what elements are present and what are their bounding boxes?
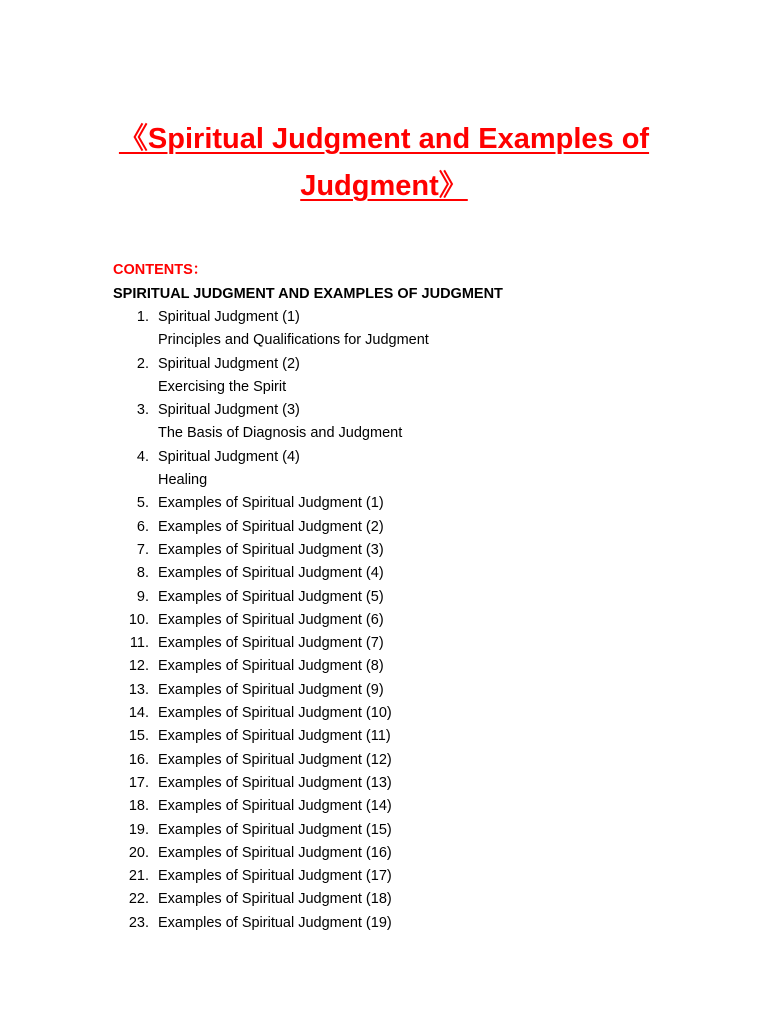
contents-label: CONTENTS： [113, 262, 208, 278]
toc-item-number: 12. [128, 658, 149, 675]
toc-item [0, 842, 768, 865]
toc-item [0, 306, 768, 353]
toc-item-number: 21. [128, 868, 149, 885]
toc-item [0, 865, 768, 888]
toc-item [0, 446, 768, 493]
toc-item-title: Examples of Spiritual Judgment (4) [158, 565, 384, 582]
document-title: 《Spiritual Judgment and Examples of Judgment》 [118, 123, 650, 202]
toc-item-title: Examples of Spiritual Judgment (15) [158, 821, 392, 838]
toc-item [0, 609, 768, 632]
toc-item [0, 516, 768, 539]
toc-item-number: 11. [129, 635, 149, 652]
toc-item-number: 22. [128, 891, 149, 908]
toc-item-title: Examples of Spiritual Judgment (11) [158, 728, 391, 745]
toc-item-number: 9. [136, 588, 149, 605]
toc-item-number: 13. [128, 681, 149, 698]
toc-item-number: 4. [136, 448, 149, 465]
toc-item-number: 14. [128, 705, 149, 722]
toc-item-title: Examples of Spiritual Judgment (16) [158, 844, 392, 861]
toc-item-title: Examples of Spiritual Judgment (2) [158, 518, 384, 535]
toc-item [0, 539, 768, 562]
toc-item-number: 3. [136, 402, 149, 419]
toc-item-number: 16. [128, 751, 149, 768]
toc-item-title: Examples of Spiritual Judgment (18) [158, 891, 392, 908]
toc-item-title: Examples of Spiritual Judgment (9) [158, 681, 384, 698]
toc-item-title: Examples of Spiritual Judgment (1) [158, 495, 384, 512]
toc-item-number: 20. [128, 844, 149, 861]
toc-item-title: Examples of Spiritual Judgment (5) [158, 588, 384, 605]
toc-item [0, 772, 768, 795]
toc-item [0, 888, 768, 911]
toc-item-number: 17. [128, 774, 149, 791]
toc-item [0, 399, 768, 446]
toc-item [0, 702, 768, 725]
toc-item [0, 632, 768, 655]
toc-item [0, 679, 768, 702]
toc-item-subtitle: Exercising the Spirit [158, 378, 287, 395]
toc-item-title: Examples of Spiritual Judgment (12) [158, 751, 392, 768]
toc-item-title: Spiritual Judgment (2) [158, 355, 300, 372]
toc-item-number: 6. [136, 518, 149, 535]
toc-item [0, 725, 768, 748]
toc-item-title: Spiritual Judgment (4) [158, 448, 300, 465]
toc-item-title: Examples of Spiritual Judgment (10) [158, 705, 392, 722]
toc-item [0, 562, 768, 585]
toc-item [0, 795, 768, 818]
toc-item-number: 8. [136, 565, 149, 582]
toc-item-title: Examples of Spiritual Judgment (17) [158, 868, 392, 885]
toc-item-title: Spiritual Judgment (1) [158, 309, 300, 325]
toc-item [0, 912, 768, 935]
toc-item-subtitle: Healing [158, 472, 208, 489]
toc-item [0, 353, 768, 400]
toc-item-number: 2. [136, 355, 149, 372]
toc-item-number: 10. [128, 611, 149, 628]
toc-item [0, 749, 768, 772]
toc-item-subtitle: The Basis of Diagnosis and Judgment [158, 425, 403, 442]
toc-item-number: 1. [136, 309, 149, 325]
toc-item-subtitle: Principles and Qualifications for Judgment [158, 332, 429, 349]
toc-item-title: Spiritual Judgment (3) [158, 402, 300, 419]
toc-item-title: Examples of Spiritual Judgment (13) [158, 774, 392, 791]
toc-item-number: 18. [128, 798, 149, 815]
toc-item-number: 7. [136, 541, 149, 558]
toc-item-number: 19. [128, 821, 149, 838]
toc-item [0, 492, 768, 515]
toc-item-title: Examples of Spiritual Judgment (14) [158, 798, 392, 815]
toc-item-number: 5. [136, 495, 149, 512]
toc-item [0, 655, 768, 678]
toc-item-title: Examples of Spiritual Judgment (6) [158, 611, 384, 628]
toc-item [0, 819, 768, 842]
toc-item-title: Examples of Spiritual Judgment (8) [158, 658, 384, 675]
toc-item-title: Examples of Spiritual Judgment (7) [158, 635, 384, 652]
toc-item-title: Examples of Spiritual Judgment (19) [158, 914, 392, 931]
toc-item-number: 15. [128, 728, 149, 745]
section-heading: SPIRITUAL JUDGMENT AND EXAMPLES OF JUDGMENT [113, 286, 503, 302]
toc-item [0, 586, 768, 609]
toc-item-number: 23. [128, 914, 149, 931]
toc-item-title: Examples of Spiritual Judgment (3) [158, 541, 384, 558]
table-of-contents [0, 306, 768, 935]
